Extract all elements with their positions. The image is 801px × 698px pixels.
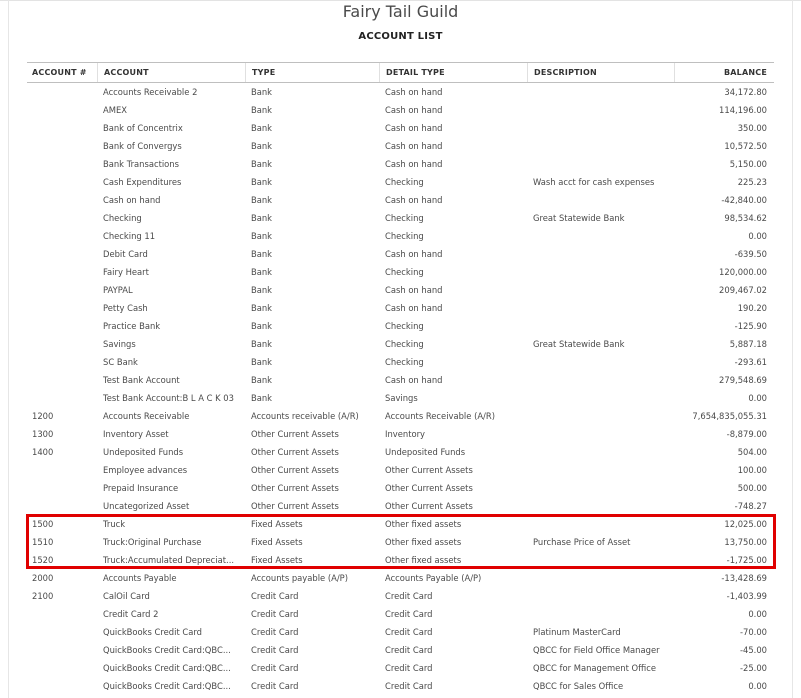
description-cell (527, 407, 674, 425)
account-number-cell (27, 245, 97, 263)
description-cell (527, 155, 674, 173)
column-header-account[interactable]: ACCOUNT (97, 63, 245, 82)
table-row[interactable] (27, 137, 774, 155)
detail-type-cell: Checking (385, 321, 424, 331)
account-number-cell: 1500 (32, 519, 54, 529)
detail-type-cell: Cash on hand (385, 87, 443, 97)
description-cell (527, 479, 674, 497)
account-type-cell: Bank (251, 87, 273, 97)
account-type-cell: Credit Card (251, 663, 299, 673)
company-name: Fairy Tail Guild (342, 2, 459, 21)
table-row[interactable] (27, 461, 774, 479)
balance-cell: -25.00 (740, 663, 767, 673)
balance-cell: 12,025.00 (724, 519, 767, 529)
detail-type-cell: Cash on hand (385, 141, 443, 151)
detail-type-cell: Other fixed assets (385, 519, 462, 529)
account-name-cell[interactable]: Credit Card 2 (103, 609, 159, 619)
account-number-cell (27, 353, 97, 371)
balance-cell: -1,725.00 (726, 555, 767, 565)
table-row[interactable] (27, 641, 774, 659)
detail-type-cell: Cash on hand (385, 159, 443, 169)
account-type-cell: Fixed Assets (251, 537, 303, 547)
account-number-cell (27, 101, 97, 119)
table-row[interactable] (27, 389, 774, 407)
description-cell (527, 227, 674, 245)
detail-type-cell: Accounts Payable (A/P) (385, 573, 482, 583)
account-name-cell[interactable]: Checking (103, 213, 142, 223)
balance-cell: -8,879.00 (726, 429, 767, 439)
account-number-cell (27, 227, 97, 245)
account-number-cell (27, 137, 97, 155)
table-row[interactable] (27, 371, 774, 389)
detail-type-cell: Other fixed assets (385, 555, 462, 565)
detail-type-cell: Cash on hand (385, 249, 443, 259)
account-name-cell[interactable]: Test Bank Account (103, 375, 180, 385)
table-row[interactable] (27, 443, 774, 461)
balance-cell: 100.00 (737, 465, 767, 475)
balance-cell: 500.00 (737, 483, 767, 493)
account-name-cell[interactable]: QuickBooks Credit Card:QBC... (103, 681, 231, 691)
account-name-cell[interactable]: Checking 11 (103, 231, 156, 241)
balance-cell: 120,000.00 (719, 267, 767, 277)
account-name-cell[interactable]: Truck (103, 519, 126, 529)
balance-cell: 7,654,835,055.31 (692, 411, 767, 421)
description-cell: Purchase Price of Asset (533, 537, 631, 547)
account-name-cell[interactable]: Accounts Receivable (103, 411, 190, 421)
account-number-cell (27, 479, 97, 497)
description-cell (527, 281, 674, 299)
account-number-cell: 1400 (32, 447, 54, 457)
description-cell: QBCC for Management Office (533, 663, 657, 673)
account-type-cell: Accounts receivable (A/R) (251, 411, 359, 421)
account-name-cell[interactable]: Inventory Asset (103, 429, 169, 439)
account-number-cell: 2000 (32, 573, 54, 583)
account-type-cell: Fixed Assets (251, 519, 303, 529)
balance-cell: 34,172.80 (724, 87, 767, 97)
description-cell (527, 371, 674, 389)
account-name-cell[interactable]: AMEX (103, 105, 127, 115)
description-cell (527, 569, 674, 587)
account-number-cell (27, 659, 97, 677)
detail-type-cell: Other fixed assets (385, 537, 462, 547)
balance-cell: -293.61 (734, 357, 767, 367)
account-type-cell: Bank (251, 231, 273, 241)
account-number-cell (27, 605, 97, 623)
account-type-cell: Bank (251, 141, 273, 151)
account-type-cell: Accounts payable (A/P) (251, 573, 348, 583)
account-name-cell[interactable]: SC Bank (103, 357, 138, 367)
account-number-cell (27, 281, 97, 299)
description-cell (527, 137, 674, 155)
account-number-cell: 1300 (32, 429, 54, 439)
table-row[interactable] (27, 425, 774, 443)
account-type-cell: Bank (251, 303, 273, 313)
account-name-cell[interactable]: Truck:Original Purchase (103, 537, 202, 547)
column-header-account-number[interactable]: ACCOUNT # (32, 68, 87, 77)
description-cell (527, 263, 674, 281)
account-type-cell: Fixed Assets (251, 555, 303, 565)
table-row[interactable] (27, 533, 774, 551)
account-name-cell[interactable]: Practice Bank (103, 321, 161, 331)
account-name-cell[interactable]: Uncategorized Asset (103, 501, 190, 511)
detail-type-cell: Credit Card (385, 591, 433, 601)
detail-type-cell: Inventory (385, 429, 426, 439)
detail-type-cell: Cash on hand (385, 105, 443, 115)
balance-cell: -748.27 (734, 501, 767, 511)
table-row[interactable] (27, 479, 774, 497)
account-type-cell: Credit Card (251, 627, 299, 637)
account-number-cell (27, 299, 97, 317)
balance-cell: 190.20 (737, 303, 767, 313)
table-body (27, 83, 774, 695)
detail-type-cell: Checking (385, 177, 424, 187)
account-number-cell: 1510 (32, 537, 54, 547)
description-cell: Wash acct for cash expenses (533, 177, 655, 187)
detail-type-cell: Checking (385, 267, 424, 277)
description-cell (527, 443, 674, 461)
account-number-cell (27, 461, 97, 479)
account-number-cell (27, 389, 97, 407)
balance-cell: 13,750.00 (724, 537, 767, 547)
table-row[interactable] (27, 173, 774, 191)
account-type-cell: Other Current Assets (251, 429, 339, 439)
table-row[interactable] (27, 281, 774, 299)
column-header-detail-type[interactable]: DETAIL TYPE (379, 63, 527, 82)
account-name-cell[interactable]: Accounts Payable (103, 573, 177, 583)
description-cell (527, 317, 674, 335)
table-row[interactable] (27, 515, 774, 533)
balance-cell: 0.00 (748, 231, 767, 241)
account-name-cell[interactable]: Test Bank Account:B L A C K 03 (103, 393, 234, 403)
detail-type-cell: Credit Card (385, 663, 433, 673)
account-type-cell: Bank (251, 177, 273, 187)
column-header-description[interactable]: DESCRIPTION (527, 63, 674, 82)
balance-cell: 209,467.02 (719, 285, 767, 295)
description-cell: Great Statewide Bank (533, 339, 625, 349)
description-cell: Platinum MasterCard (533, 627, 621, 637)
account-name-cell[interactable]: Savings (103, 339, 136, 349)
account-type-cell: Bank (251, 375, 273, 385)
balance-cell: 5,887.18 (729, 339, 767, 349)
detail-type-cell: Checking (385, 213, 424, 223)
detail-type-cell: Cash on hand (385, 375, 443, 385)
account-name-cell[interactable]: QuickBooks Credit Card:QBC... (103, 645, 231, 655)
balance-cell: 350.00 (737, 123, 767, 133)
account-type-cell: Other Current Assets (251, 465, 339, 475)
detail-type-cell: Credit Card (385, 609, 433, 619)
balance-cell: -42,840.00 (721, 195, 767, 205)
balance-cell: 0.00 (748, 681, 767, 691)
description-cell: Great Statewide Bank (533, 213, 625, 223)
detail-type-cell: Cash on hand (385, 285, 443, 295)
account-number-cell: 1200 (32, 411, 54, 421)
table-row[interactable] (27, 551, 774, 569)
account-number-cell (27, 155, 97, 173)
table-row[interactable] (27, 335, 774, 353)
account-number-cell (27, 641, 97, 659)
account-name-cell[interactable]: Cash on hand (103, 195, 161, 205)
account-number-cell: 2100 (32, 591, 54, 601)
account-name-cell[interactable]: Accounts Receivable 2 (103, 87, 198, 97)
account-name-cell[interactable]: QuickBooks Credit Card (103, 627, 202, 637)
detail-type-cell: Accounts Receivable (A/R) (385, 411, 495, 421)
account-type-cell: Credit Card (251, 681, 299, 691)
account-type-cell: Bank (251, 321, 273, 331)
account-name-cell[interactable]: Undeposited Funds (103, 447, 184, 457)
balance-cell: 5,150.00 (729, 159, 767, 169)
table-row[interactable] (27, 119, 774, 137)
description-cell (527, 425, 674, 443)
balance-cell: 504.00 (737, 447, 767, 457)
account-type-cell: Bank (251, 213, 273, 223)
detail-type-cell: Checking (385, 339, 424, 349)
account-number-cell (27, 83, 97, 101)
account-type-cell: Bank (251, 285, 273, 295)
balance-cell: 225.23 (737, 177, 767, 187)
description-cell (527, 515, 674, 533)
account-type-cell: Credit Card (251, 609, 299, 619)
table-row[interactable] (27, 497, 774, 515)
account-number-cell (27, 335, 97, 353)
left-frame-line (8, 0, 9, 698)
detail-type-cell: Credit Card (385, 681, 433, 691)
column-header-balance[interactable]: BALANCE (674, 63, 774, 82)
table-row[interactable] (27, 263, 774, 281)
description-cell (527, 461, 674, 479)
balance-cell: -125.90 (734, 321, 767, 331)
balance-cell: 0.00 (748, 609, 767, 619)
account-number-cell (27, 191, 97, 209)
table-row[interactable] (27, 227, 774, 245)
column-header-type[interactable]: TYPE (245, 63, 379, 82)
description-cell (527, 299, 674, 317)
account-number-cell (27, 119, 97, 137)
account-name-cell[interactable]: Bank Transactions (103, 159, 179, 169)
description-cell (527, 605, 674, 623)
detail-type-cell: Other Current Assets (385, 483, 473, 493)
account-name-cell[interactable]: Petty Cash (103, 303, 148, 313)
balance-cell: -70.00 (740, 627, 767, 637)
table-row[interactable] (27, 317, 774, 335)
account-name-cell[interactable]: CalOil Card (103, 591, 150, 601)
account-number-cell (27, 677, 97, 695)
table-row[interactable] (27, 245, 774, 263)
balance-cell: 279,548.69 (719, 375, 767, 385)
account-type-cell: Bank (251, 159, 273, 169)
table-row[interactable] (27, 587, 774, 605)
table-row[interactable] (27, 605, 774, 623)
balance-cell: 0.00 (748, 393, 767, 403)
right-frame-line (792, 0, 793, 698)
account-list-table (27, 62, 774, 695)
description-cell (527, 245, 674, 263)
table-row[interactable] (27, 353, 774, 371)
detail-type-cell: Credit Card (385, 627, 433, 637)
account-number-cell (27, 497, 97, 515)
table-row[interactable] (27, 677, 774, 695)
detail-type-cell: Cash on hand (385, 303, 443, 313)
detail-type-cell: Cash on hand (385, 195, 443, 205)
table-row[interactable] (27, 101, 774, 119)
description-cell (527, 587, 674, 605)
detail-type-cell: Savings (385, 393, 418, 403)
account-number-cell (27, 173, 97, 191)
table-row[interactable] (27, 209, 774, 227)
account-type-cell: Other Current Assets (251, 483, 339, 493)
description-cell: QBCC for Sales Office (533, 681, 624, 691)
account-number-cell (27, 317, 97, 335)
account-name-cell[interactable]: Bank of Concentrix (103, 123, 183, 133)
balance-cell: -639.50 (734, 249, 767, 259)
account-type-cell: Bank (251, 339, 273, 349)
detail-type-cell: Checking (385, 357, 424, 367)
table-row[interactable] (27, 623, 774, 641)
description-cell (527, 497, 674, 515)
detail-type-cell: Other Current Assets (385, 501, 473, 511)
account-type-cell: Bank (251, 105, 273, 115)
balance-cell: 98,534.62 (724, 213, 767, 223)
account-name-cell[interactable]: Cash Expenditures (103, 177, 182, 187)
detail-type-cell: Cash on hand (385, 123, 443, 133)
account-type-cell: Bank (251, 123, 273, 133)
description-cell (527, 191, 674, 209)
detail-type-cell: Other Current Assets (385, 465, 473, 475)
account-name-cell[interactable]: Fairy Heart (103, 267, 149, 277)
table-header (27, 62, 774, 83)
description-cell (527, 119, 674, 137)
table-row[interactable] (27, 659, 774, 677)
detail-type-cell: Checking (385, 231, 424, 241)
description-cell: QBCC for Field Office Manager (533, 645, 660, 655)
detail-type-cell: Undeposited Funds (385, 447, 466, 457)
account-name-cell[interactable]: Debit Card (103, 249, 148, 259)
table-row[interactable] (27, 83, 774, 101)
balance-cell: 10,572.50 (724, 141, 767, 151)
table-row[interactable] (27, 299, 774, 317)
account-type-cell: Other Current Assets (251, 447, 339, 457)
table-row[interactable] (27, 191, 774, 209)
account-type-cell: Bank (251, 357, 273, 367)
account-name-cell[interactable]: Bank of Convergys (103, 141, 182, 151)
balance-cell: -13,428.69 (721, 573, 767, 583)
account-type-cell: Bank (251, 249, 273, 259)
account-type-cell: Bank (251, 393, 273, 403)
balance-cell: -45.00 (740, 645, 767, 655)
detail-type-cell: Credit Card (385, 645, 433, 655)
account-number-cell (27, 371, 97, 389)
description-cell (527, 353, 674, 371)
account-type-cell: Bank (251, 195, 273, 205)
account-number-cell (27, 263, 97, 281)
account-type-cell: Credit Card (251, 645, 299, 655)
description-cell (527, 389, 674, 407)
table-row[interactable] (27, 569, 774, 587)
account-name-cell[interactable]: Prepaid Insurance (103, 483, 179, 493)
description-cell (527, 551, 674, 569)
account-name-cell[interactable]: Employee advances (103, 465, 188, 475)
description-cell (527, 101, 674, 119)
description-cell (527, 83, 674, 101)
balance-cell: -1,403.99 (726, 591, 767, 601)
account-number-cell (27, 209, 97, 227)
account-type-cell: Bank (251, 267, 273, 277)
table-row[interactable] (27, 155, 774, 173)
account-name-cell[interactable]: PAYPAL (103, 285, 133, 295)
account-number-cell: 1520 (32, 555, 54, 565)
report-title: ACCOUNT LIST (358, 31, 443, 42)
account-name-cell[interactable]: Truck:Accumulated Depreciat... (103, 555, 235, 565)
account-number-cell (27, 623, 97, 641)
account-type-cell: Credit Card (251, 591, 299, 601)
table-row[interactable] (27, 407, 774, 425)
account-name-cell[interactable]: QuickBooks Credit Card:QBC... (103, 663, 231, 673)
balance-cell: 114,196.00 (719, 105, 767, 115)
account-type-cell: Other Current Assets (251, 501, 339, 511)
